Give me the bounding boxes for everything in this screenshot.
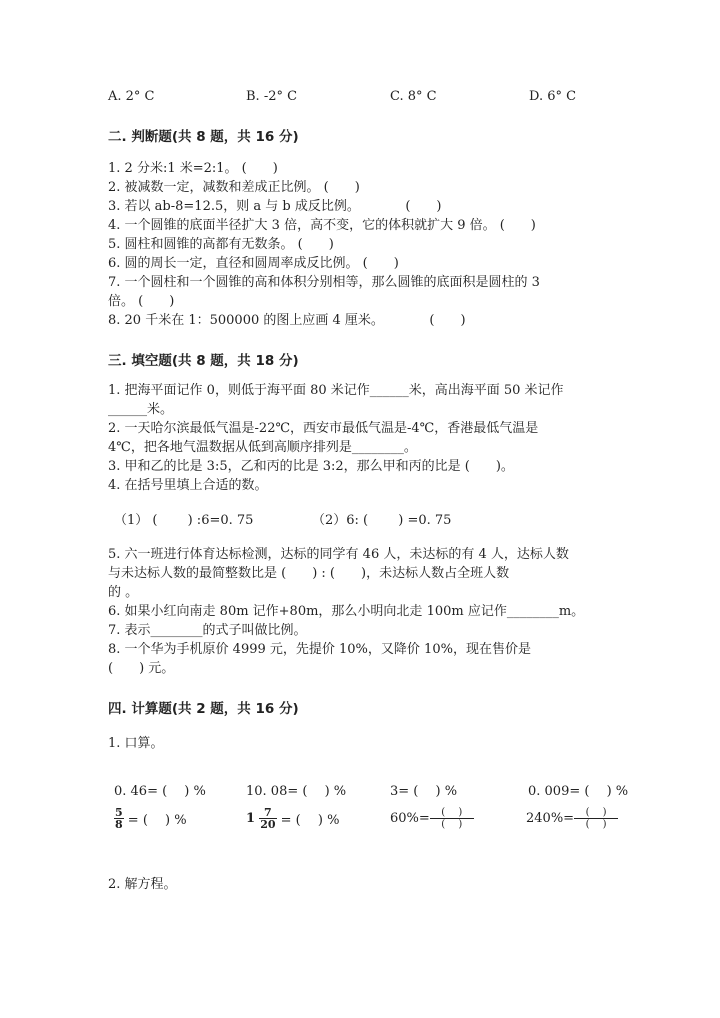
question-line: 8. 20 千米在 1：500000 的图上应画 4 厘米。 ( ) <box>108 313 466 328</box>
question-line: 4. 在括号里填上合适的数。 <box>108 478 268 493</box>
calc-q1-label: 1. 口算。 <box>108 736 164 751</box>
fraction: $\frac{7}{20}$ <box>260 806 276 831</box>
calc-item: 0. 009= ( ) % <box>528 784 629 799</box>
calc-percent-to-fraction: 240%= $\frac{( )}{( )}$ <box>526 807 618 830</box>
calc-percent-to-fraction: 60%= $\frac{( )}{( )}$ <box>390 807 474 830</box>
question-line: 7. 表示________的式子叫做比例。 <box>108 623 307 638</box>
option-a: A. 2° C <box>108 89 155 104</box>
section-3-title: 三. 填空题(共 8 题，共 18 分) <box>108 353 299 369</box>
question-line: 7. 一个圆柱和一个圆锥的高和体积分别相等，那么圆锥的底面积是圆柱的 3 <box>108 275 540 290</box>
question-line: 8. 一个华为手机原价 4999 元，先提价 10%，又降价 10%，现在售价是 <box>108 642 531 657</box>
section-2-title: 二. 判断题(共 8 题，共 16 分) <box>108 129 299 145</box>
calc-item: 0. 46= ( ) % <box>114 784 206 799</box>
q4-part-2: （2）6: ( ) =0. 75 <box>312 513 452 528</box>
question-line: 2. 被减数一定，减数和差成正比例。 ( ) <box>108 180 360 195</box>
option-b: B. -2° C <box>246 89 298 104</box>
question-line: 3. 若以 ab-8=12.5，则 a 与 b 成反比例。 ( ) <box>108 199 442 214</box>
calc-item: 3= ( ) % <box>390 784 458 799</box>
question-line: 6. 圆的周长一定，直径和圆周率成反比例。 ( ) <box>108 256 399 271</box>
question-line: 1. 2 分米:1 米=2:1。 ( ) <box>108 161 278 176</box>
question-line: 1. 把海平面记作 0，则低于海平面 80 米记作______米，高出海平面 50 米记作 <box>108 383 564 398</box>
question-line: 的 。 <box>108 585 139 600</box>
question-line: 5. 圆柱和圆锥的高都有无数条。 ( ) <box>108 237 334 252</box>
question-line: 2. 一天哈尔滨最低气温是-22℃，西安市最低气温是-4℃，香港最低气温是 <box>108 421 539 436</box>
section-3-questions-a <box>108 381 564 495</box>
question-line: 倍。 ( ) <box>108 294 175 309</box>
option-c: C. 8° C <box>390 89 437 104</box>
question-line: ( ) 元。 <box>108 661 175 676</box>
calc-q2-label: 2. 解方程。 <box>108 877 177 892</box>
question-line: 3. 甲和乙的比是 3:5，乙和丙的比是 3:2，那么甲和丙的比是 ( )。 <box>108 459 514 474</box>
calc-fraction-item: $\frac{5}{8}$ = ( ) % <box>115 806 187 831</box>
q4-part-1: （1） ( ) :6=0. 75 <box>114 513 254 528</box>
question-line: 与未达标人数的最简整数比是 ( ) : ( )，未达标人数占全班人数 <box>108 566 510 581</box>
question-line: 6. 如果小红向南走 80m 记作+80m，那么小明向北走 100m 应记作________m。 <box>108 604 585 619</box>
option-d: D. 6° C <box>529 89 577 104</box>
section-2-questions <box>108 159 540 330</box>
question-line: 4. 一个圆锥的底面半径扩大 3 倍，高不变，它的体积就扩大 9 倍。 ( ) <box>108 218 536 233</box>
question-line: 4℃，把各地气温数据从低到高顺序排列是________。 <box>108 440 417 455</box>
section-4-title: 四. 计算题(共 2 题，共 16 分) <box>108 701 299 717</box>
section-3-questions-b <box>108 545 584 678</box>
calc-mixed-fraction-item: 1 $\frac{7}{20}$ = ( ) % <box>246 806 340 831</box>
question-line: ______米。 <box>108 402 174 417</box>
fraction-blank: $\frac{( )}{( )}$ <box>430 807 474 830</box>
calc-item: 10. 08= ( ) % <box>246 784 347 799</box>
fraction-blank: $\frac{( )}{( )}$ <box>574 807 618 830</box>
question-line: 5. 六一班进行体育达标检测，达标的同学有 46 人，未达标的有 4 人，达标人数 <box>108 547 569 562</box>
fraction: $\frac{5}{8}$ <box>115 806 123 831</box>
